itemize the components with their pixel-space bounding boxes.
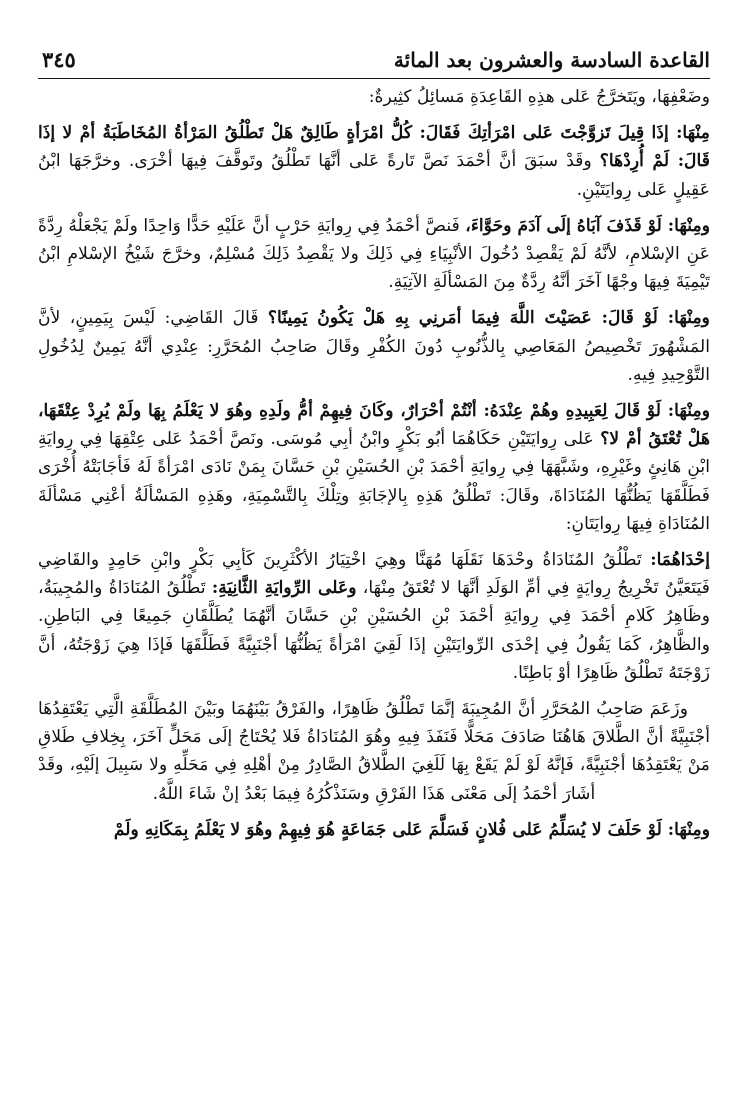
issue-body: فَنصَّ أحْمَدُ فِي رِوايَةِ حَرْبٍ أنَّ عَلَيْهِ حَدًّا وَاحِدًا ولَمْ يَجْعَلْهُ رِدَّةً عَنِ الإسْلامِ، لأنَّهُ لَمْ يَقْصِدْ دُخُولَ الأنْبِيَاءِ فِي ذَلِكَ ولا يَقْصِدُ ذَلِكَ مُسْلِمٌ، وخرَّجَ شَيْخُ الإسْلامِ ابْنُ تَيْمِيَةَ فِيهَا وجْهًا آخَرَ أنَّهُ رِدَّةٌ مِنَ المَسْألَةِ الآتِيَةِ.: [38, 215, 710, 293]
intro-text: وضَعْفِهَا، ويَتَخرَّجُ عَلى هذِهِ القَاعِدَةِ مَسائِلُ كثِيرةٌ:: [368, 87, 710, 107]
claim-body: وزَعَمَ صَاحِبُ المُحَرَّرِ أنَّ المُجِيبَةَ إنَّمَا تَطْلُقُ ظَاهِرًا، والفَرْقُ بَيْنَهُمَا وبَيْنَ المُطَلَّقَةِ الَّتِي يَعْتَقِدُهَا أجْنَبِيَّةً أنَّ الطَّلاقَ هَاهُنَا صَادَفَ مَحَلًّا فَنَفَذَ فِيهِ وهُوَ المُنَادَاةُ فَلا يُحْتَاجُ إلَى مَحَلٍّ آخَرَ، بِخِلافِ طَلاقِ مَنْ يَعْتَقِدُهَا أجْنَبِيَّةً، فَإنَّهُ لَوْ لَمْ يَقَعْ بِهَا لَلَغِيَ الطَّلاقُ الصَّادِرُ مِنْ أهْلِهِ فِي مَحَلِّهِ ولا سَبِيلَ إلَيْهِ، وقَدْ أشَارَ أحْمَدُ إلَى مَعْنَى هَذَا الفَرْقِ وسَنَذْكُرُهُ فِيمَا بَعْدُ إنْ شَاءَ اللَّهُ.: [38, 699, 710, 804]
issue-heading: ومِنْهَا: لَوْ حَلَفَ لا يُسَلِّمُ عَلى فُلانٍ فَسَلَّمَ عَلى جَمَاعَةٍ هُوَ فِيهِمْ وهُوَ لا يَعْلَمُ بِمَكَانِهِ ولَمْ: [113, 819, 710, 840]
issue-body: قَالَ القَاضِي: لَيْسَ بِيَمِينٍ، لأنَّ المَشْهُورَ تَخْصِيصُ المَعَاصِي بِالذُّنُوبِ دُونَ الكُفْرِ وقَالَ صَاحِبُ المُحَرَّرِ: عِنْدِي أنَّهُ يَمِينٌ لِدُخُولِ التَّوْحِيدِ فِيهِ.: [38, 308, 710, 385]
paragraph-issue-2: [38, 212, 710, 297]
paragraph-muharrar-claim: [38, 695, 710, 808]
paragraph-issue-4: [38, 397, 710, 538]
issue-heading: مِنْهَا: إذَا قِيلَ تَزوَّجْتَ عَلى امْرَأتِكَ فَقَالَ: كُلُّ امْرَأةٍ طَالِقٌ هَلْ تَطْلُقُ المَرْأةُ المُخَاطَبَةُ أمْ لا إذَا قَالَ: لَمْ أُرِدْهَا؟: [38, 123, 710, 172]
paragraph-issue-5: [38, 816, 710, 844]
narration-body: تَطْلُقُ المُنَادَاةُ وحْدَهَا نَقَلَهَا مُهَنَّا وهِيَ اخْتِيَارُ الأكْثَرِينَ كَأبِي بَكْرٍ وابْنِ حَامِدٍ والقَاضِي فَيَتَعَيَّنُ تَخْرِيجُ رِوايَةٍ فِي أمِّ الوَلَدِ أنَّهَا لا تُعْتَقُ مِنْهَا،: [38, 550, 710, 599]
paragraph-issue-1: [38, 119, 710, 204]
narration-heading: إحْدَاهُمَا:: [650, 550, 710, 571]
narration-body: تَطْلُقُ المُنَادَاةُ والمُجِيبَةُ، وظَاهِرُ كَلامِ أحْمَدَ فِي رِوايَةِ أحْمَدَ بْنِ الحُسَيْنِ بْنِ حَسَّانَ أنَّهُمَا يُطَلَّقَانِ جَمِيعًا فِي البَاطِنِ. والظَّاهِرُ، كَمَا يَقُولُ فِي إحْدَى الرِّوايَتَيْنِ إذَا لَقِيَ امْرَأةً يَظُنُّهَا أجْنَبِيَّةً فَطَلَّقَهَا فَإذَا هِيَ زَوْجَتُهُ، أنَّ زَوْجَتَهُ تَطْلُقُ ظَاهِرًا أوْ بَاطِنًا.: [38, 578, 710, 683]
issue-heading: ومِنْهَا: لَوْ قَذَفَ آبَاهُ إلَى آدَمَ وحَوَّاءَ،: [465, 215, 710, 236]
page-number: ٣٤٥: [42, 47, 76, 72]
narration-heading: وعَلى الرِّوايَةِ الثَّانِيَةِ:: [211, 578, 357, 599]
issue-heading: ومِنْهَا: لَوْ قَالَ: عَصَيْتَ اللَّهَ فِيمَا أمَرنِي بِهِ هَلْ يَكُونُ يَمِينًا؟: [267, 308, 710, 329]
paragraph-intro: [38, 83, 710, 111]
page-body: [38, 83, 710, 844]
header-divider: [38, 78, 710, 79]
paragraph-first-narration: [38, 546, 710, 687]
book-page: [38, 38, 710, 1088]
paragraph-issue-3: [38, 304, 710, 389]
running-header: [38, 38, 710, 74]
issue-heading: ومِنْهَا: لَوْ قَالَ لِعَبِيدِهِ وهُمْ عِنْدَهُ: أنْتُمْ أحْرَارٌ، وكَانَ فِيهِمْ أمُّ ولَدِهِ وهُوَ لا يَعْلَمُ بِهَا ولَمْ يُرِدْ عِتْقَهَا، هَلْ تُعْتَقُ أمْ لا؟: [38, 401, 711, 450]
issue-body: عَلى رِوايَتَيْنِ حَكَاهُمَا أبُو بَكْرٍ وابْنُ أبِي مُوسَى. ونَصَّ أحْمَدُ عَلى عِتْقِهَا فِي رِوايَةِ ابْنِ هَانِئٍ وغَيْرِهِ، وشَبَّهَهَا فِي رِوايَةِ أحْمَدَ بْنِ الحُسَيْنِ بْنِ حَسَّانَ بِمَنْ نَادَى امْرَأةً لَهُ فَأجَابَتْهُ أُخْرَى فَطَلَّقَهَا يَظُنُّهَا المُنَادَاةَ، وقَالَ: تَطْلُقُ هَذِهِ بِالإجَابَةِ وتِلْكَ بِالتَّسْمِيَةِ، وهَذِهِ المَسْألَةُ أعْنِي مَسْألَةَ المُنَادَاةِ فِيهَا رِوايَتَانِ:: [38, 429, 710, 534]
issue-body: وقَدْ سبَقَ أنَّ أحْمَدَ نَصَّ تَارةً عَلى أنَّهَا تَطْلُقُ وتَوقَّفَ فِيهَا أخْرَى. وخرَّجَهَا ابْنُ عَقِيلٍ عَلى رِوايَتَيْنِ.: [38, 151, 710, 200]
chapter-title: القاعدة السادسة والعشرون بعد المائة: [393, 48, 710, 72]
